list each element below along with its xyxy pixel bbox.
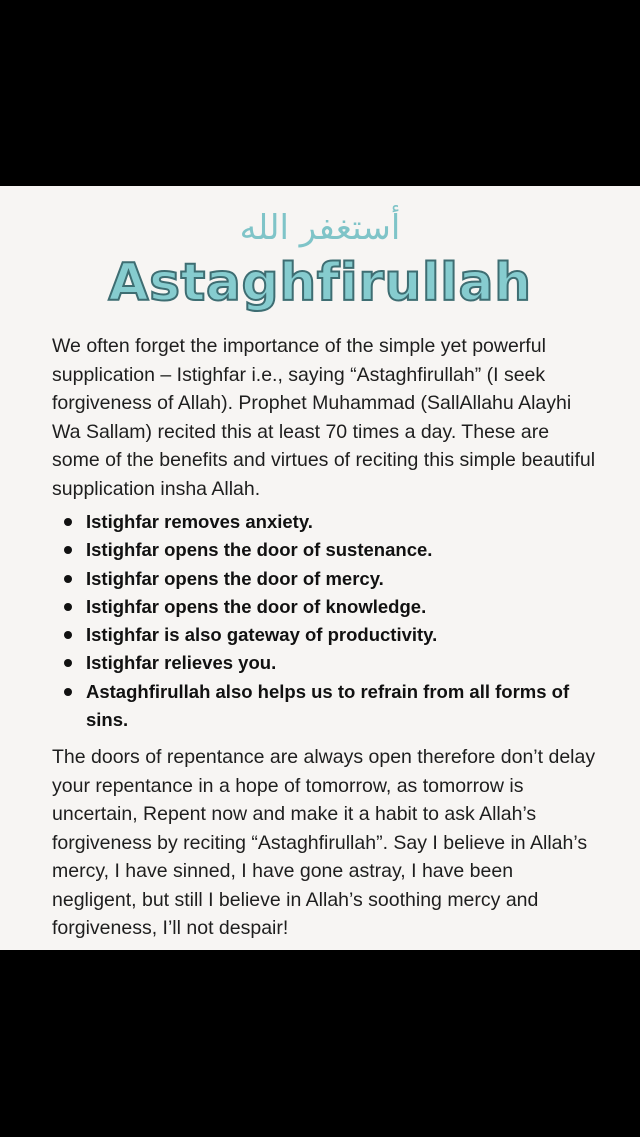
bullet-icon [64, 688, 72, 696]
benefit-text: Istighfar opens the door of mercy. [86, 567, 384, 589]
benefit-text: Istighfar relieves you. [86, 652, 277, 674]
benefit-text: Istighfar is also gateway of productivity. [86, 624, 438, 646]
list-item [62, 678, 582, 735]
bullet-icon [64, 631, 72, 639]
list-item [62, 621, 582, 649]
list-item [62, 565, 582, 593]
bullet-icon [64, 659, 72, 667]
page-title: Astaghfirullah [108, 253, 532, 313]
intro-paragraph: We often forget the importance of the simple yet powerful supplication – Istighfar i.e., saying “Astaghfirullah” (I seek forgiveness of Allah). Prophet Muhammad (SallAllahu Alayhi Wa Sallam) recited this at least 70 times a day. These are some of the benefits and virtues of reciting this simple beautiful supplication insha Allah. [52, 335, 596, 500]
benefit-text: Istighfar opens the door of sustenance. [86, 539, 433, 561]
benefit-text: Istighfar opens the door of knowledge. [86, 595, 427, 617]
list-item [62, 649, 582, 677]
benefits-list [62, 508, 582, 734]
bullet-icon [64, 518, 72, 526]
list-item [62, 536, 582, 564]
benefit-text: Astaghfirullah also helps us to refrain from all forms of sins. [86, 680, 570, 731]
list-item [62, 508, 582, 536]
closing-paragraph: The doors of repentance are always open therefore don’t delay your repentance in a hope of tomorrow, as tomorrow is uncertain, Repent now and make it a habit to ask Allah’s forgiveness by reciting “Astaghfirullah”. Say I believe in Allah’s mercy, I have sinned, I have gone astray, I have been negligent, but still I believe in Allah’s soothing mercy and forgiveness, I’ll not despair! [52, 746, 596, 939]
bullet-icon [64, 603, 72, 611]
bullet-icon [64, 575, 72, 583]
arabic-title: أستغفر الله [239, 208, 401, 248]
bullet-icon [64, 546, 72, 554]
list-item [62, 593, 582, 621]
post-card [0, 186, 640, 950]
benefit-text: Istighfar removes anxiety. [86, 511, 313, 532]
